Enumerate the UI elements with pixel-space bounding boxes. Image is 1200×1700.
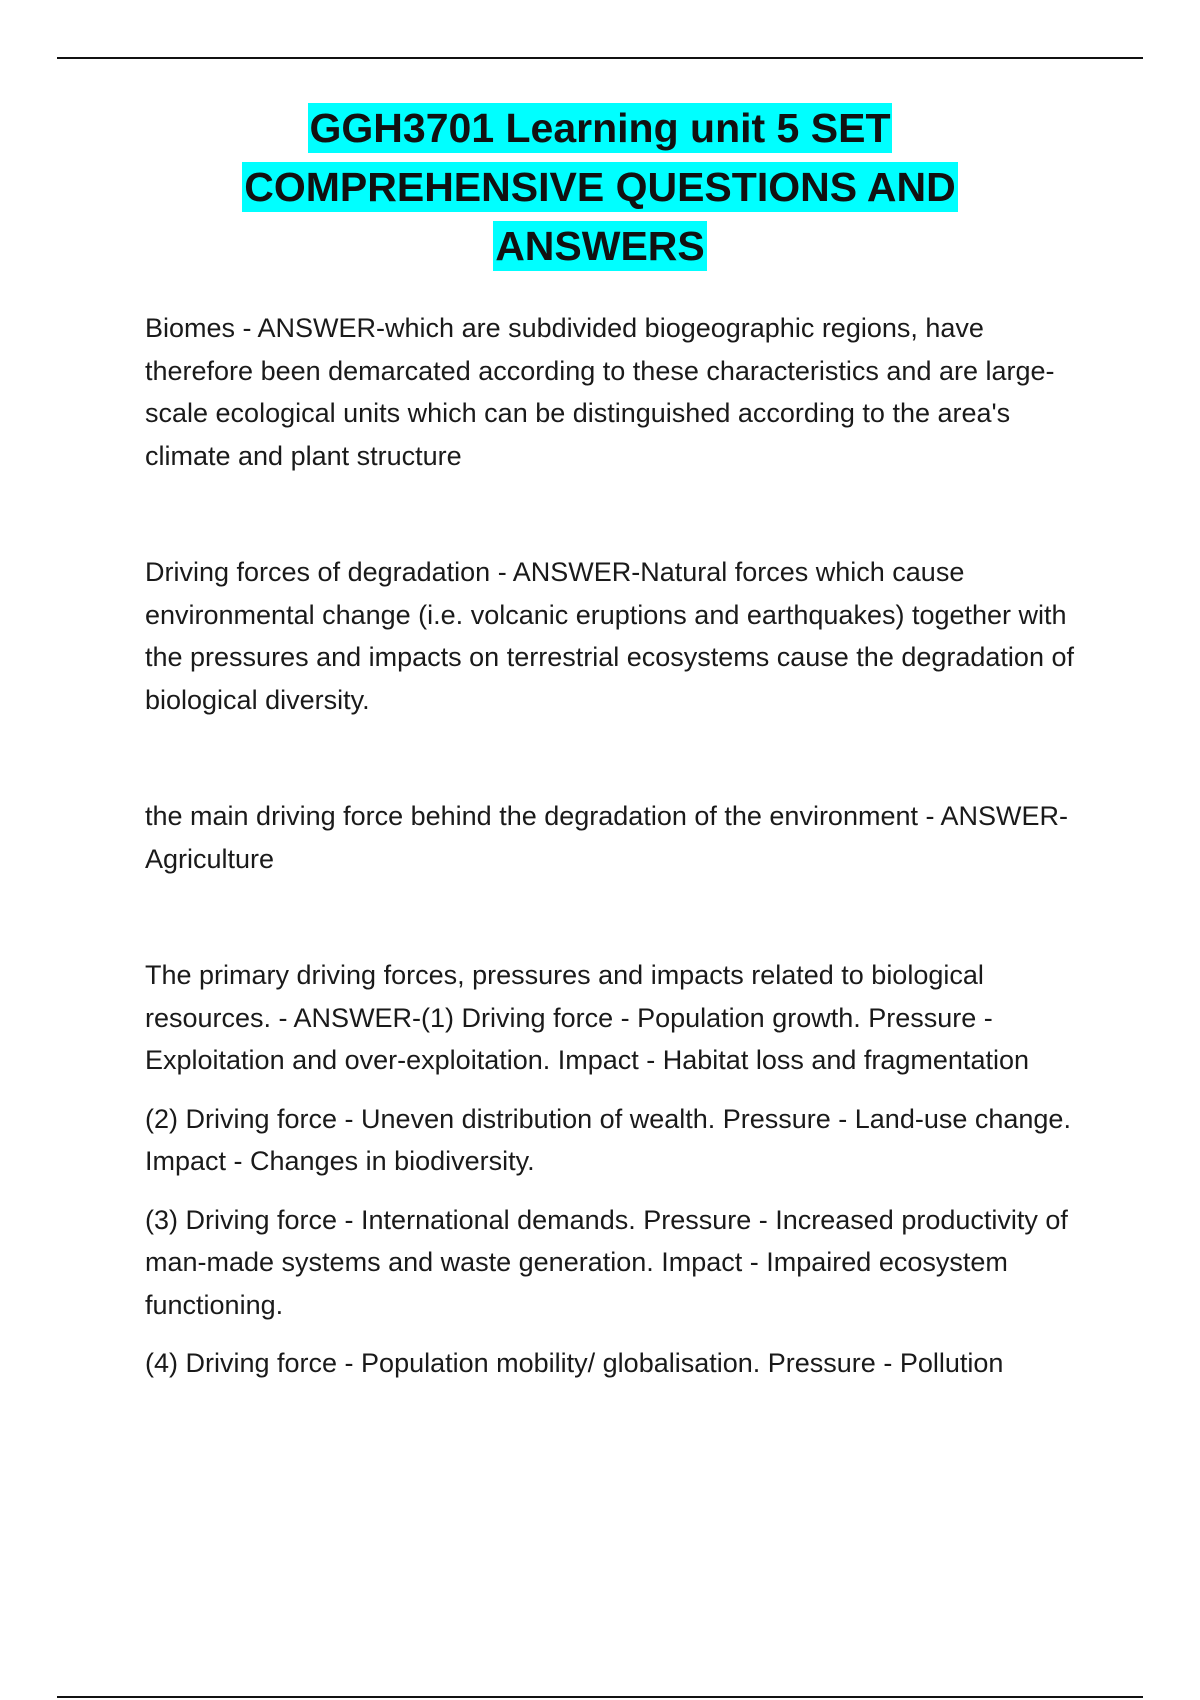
answer-item-2: (2) Driving force - Uneven distribution of wealth. Pressure - Land-use change. Impact - Changes in biodiversity. <box>145 1103 1071 1176</box>
qa-main-driving-force: the main driving force behind the degradation of the environment - ANSWER-Agriculture <box>145 801 1068 874</box>
bottom-rule <box>57 1696 1143 1698</box>
qa-primary-driving-forces: The primary driving forces, pressures and impacts related to biological resources. - ANSWER-(1) Driving force - Population growth. Pressure - Exploitation and over-exploitation. Impact - Habitat loss and fragmentation <box>145 960 1029 1075</box>
title-line-1: GGH3701 Learning unit 5 SET <box>309 105 891 152</box>
answer-item-4: (4) Driving force - Population mobility/ globalisation. Pressure - Pollution <box>145 1348 1004 1378</box>
title-line-2: COMPREHENSIVE QUESTIONS AND <box>244 164 956 211</box>
qa-driving-forces-of-degradation: Driving forces of degradation - ANSWER-Natural forces which cause environmental change (i.e. volcanic eruptions and earthquakes) together with the pressures and impacts on terrestrial ecosystems cause the degradation of biological diversity. <box>145 557 1074 715</box>
qa-biomes: Biomes - ANSWER-which are subdivided biogeographic regions, have therefore been demarcated according to these characteristics and are large-scale ecological units which can be distinguished according to the area's climate and plant structure <box>145 313 1055 471</box>
document-body <box>145 307 1075 1401</box>
top-rule <box>57 57 1143 59</box>
title-line-3: ANSWERS <box>495 223 705 270</box>
document-title <box>100 99 1100 276</box>
answer-item-3: (3) Driving force - International demands. Pressure - Increased productivity of man-made systems and waste generation. Impact - Impaired ecosystem functioning. <box>145 1204 1068 1320</box>
